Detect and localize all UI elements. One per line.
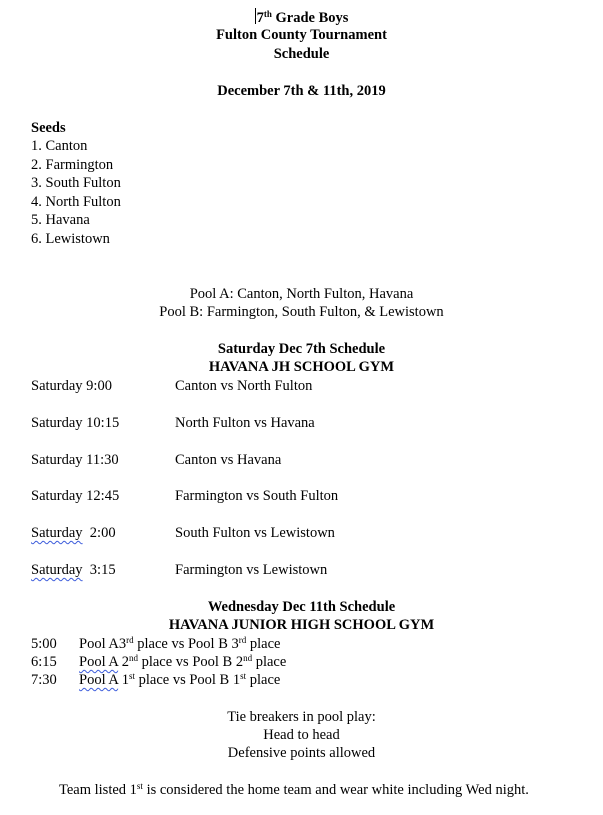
- place-num: 3: [231, 636, 239, 652]
- place-word: place: [246, 672, 281, 688]
- wed-game-time: 6:15: [31, 654, 57, 670]
- game-clock: 11:30: [82, 452, 119, 468]
- game-time: [31, 452, 119, 469]
- pool-a: Pool A: Canton, North Fulton, Havana: [189, 286, 414, 302]
- game-time: [31, 562, 116, 579]
- tournament-dates: December 7th & 11th, 2019: [217, 83, 386, 99]
- game-day: Saturday: [31, 452, 83, 468]
- game-matchup: Farmington vs Lewistown: [175, 562, 328, 578]
- pool-label: Pool A: [79, 654, 119, 670]
- place-word: place: [246, 636, 281, 652]
- seed-item: 5. Havana: [31, 212, 90, 228]
- wed-game-matchup: [79, 636, 280, 653]
- game-matchup: Canton vs Havana: [175, 452, 282, 468]
- place-suffix: st: [128, 671, 135, 681]
- title-grade: [0, 8, 603, 27]
- place-num: 2: [235, 654, 244, 670]
- grade-suffix: th: [263, 9, 272, 19]
- place-suffix: nd: [243, 653, 253, 663]
- versus-text: place vs Pool B: [133, 636, 232, 652]
- seed-item: 2. Farmington: [31, 157, 114, 173]
- game-clock: 3:15: [82, 562, 116, 578]
- tournament-title: Fulton County Tournament: [216, 27, 387, 43]
- tiebreaker-item: Defensive points allowed: [227, 745, 376, 761]
- game-time: [31, 525, 116, 542]
- place-num: 3: [118, 636, 127, 652]
- game-clock: 12:45: [82, 488, 120, 504]
- home-team-note: [59, 782, 529, 799]
- game-day: Saturday: [31, 525, 83, 541]
- game-time: [31, 378, 112, 395]
- game-matchup: Farmington vs South Fulton: [175, 488, 339, 504]
- pool-label: Pool A: [79, 672, 119, 688]
- note-text: is considered the home team and wear white including Wed night.: [142, 782, 529, 798]
- grade-number: 7: [256, 10, 264, 26]
- seeds-heading: Seeds: [31, 120, 66, 136]
- wed-game-time: 5:00: [31, 636, 57, 652]
- note-text: Team listed 1: [59, 782, 137, 798]
- wednesday-heading: Wednesday Dec 11th Schedule: [207, 599, 396, 615]
- wed-game-time: 7:30: [31, 672, 57, 688]
- place-suffix: rd: [126, 635, 134, 645]
- game-clock: 2:00: [82, 525, 116, 541]
- seed-item: 6. Lewistown: [31, 231, 110, 247]
- wed-game-matchup: [79, 672, 280, 689]
- saturday-heading: Saturday Dec 7th Schedule: [217, 341, 386, 357]
- game-time: [31, 488, 119, 505]
- saturday-venue: HAVANA JH SCHOOL GYM: [208, 359, 395, 375]
- game-day: Saturday: [31, 562, 83, 578]
- place-suffix: st: [240, 671, 247, 681]
- place-suffix: nd: [128, 653, 138, 663]
- game-day: Saturday: [31, 378, 83, 394]
- schedule-title: Schedule: [273, 46, 330, 62]
- game-matchup: Canton vs North Fulton: [175, 378, 313, 394]
- place-num: 1: [232, 672, 241, 688]
- pool-label: Pool A: [79, 636, 119, 652]
- wednesday-venue: HAVANA JUNIOR HIGH SCHOOL GYM: [168, 617, 435, 633]
- seed-item: 1. Canton: [31, 138, 88, 154]
- tiebreaker-item: Head to head: [263, 727, 340, 743]
- game-clock: 9:00: [82, 378, 112, 394]
- note-suffix: st: [136, 781, 143, 791]
- game-matchup: North Fulton vs Havana: [175, 415, 315, 431]
- pool-b: Pool B: Farmington, South Fulton, & Lewistown: [159, 304, 444, 320]
- wed-game-matchup: [79, 654, 286, 671]
- game-day: Saturday: [31, 488, 83, 504]
- game-day: Saturday: [31, 415, 83, 431]
- seed-item: 4. North Fulton: [31, 194, 121, 210]
- versus-text: place vs Pool B: [137, 654, 236, 670]
- place-num: 1: [118, 672, 129, 688]
- game-time: [31, 415, 119, 432]
- grade-label: Grade Boys: [271, 10, 349, 26]
- place-num: 2: [118, 654, 129, 670]
- game-clock: 10:15: [82, 415, 120, 431]
- place-word: place: [252, 654, 287, 670]
- seed-item: 3. South Fulton: [31, 175, 121, 191]
- place-suffix: rd: [238, 635, 247, 645]
- game-matchup: South Fulton vs Lewistown: [175, 525, 335, 541]
- text-cursor: [255, 8, 256, 24]
- tiebreakers-heading: Tie breakers in pool play:: [227, 709, 376, 725]
- versus-text: place vs Pool B: [134, 672, 233, 688]
